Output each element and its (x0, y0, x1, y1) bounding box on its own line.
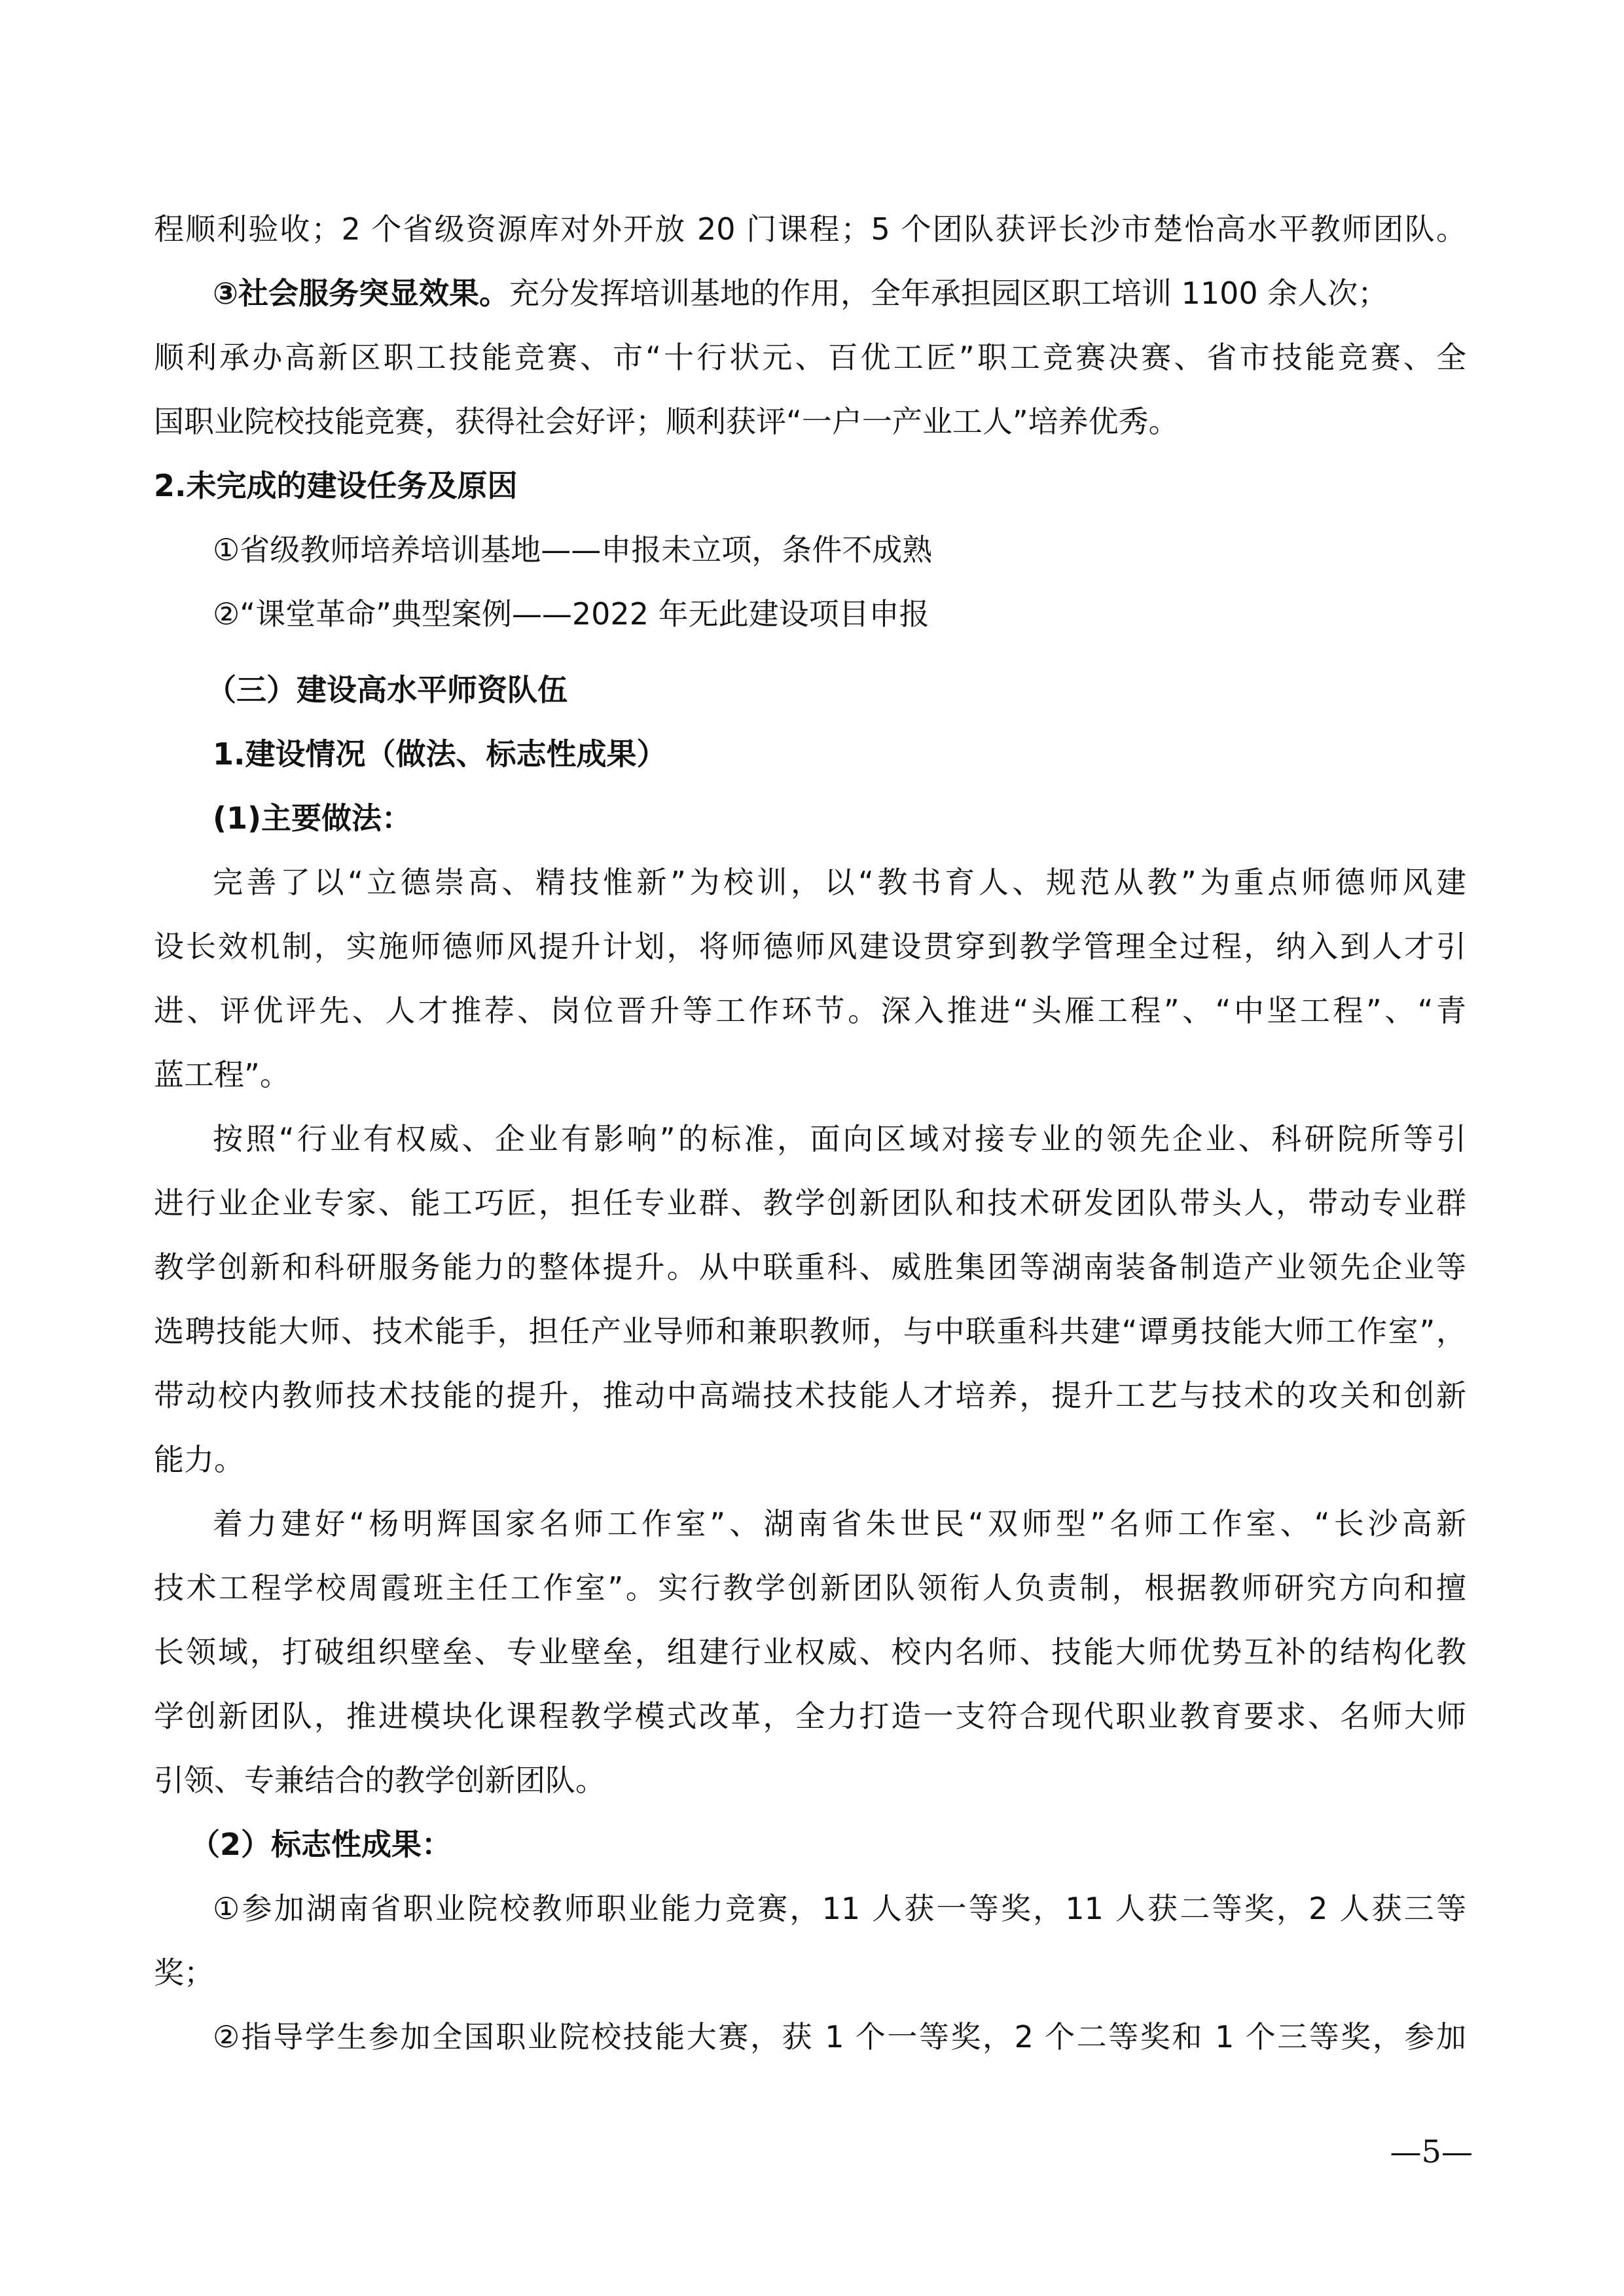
text-run: 能力。 (154, 1442, 244, 1477)
text-run: 技术工程学校周霞班主任工作室”。实行教学创新团队领衔人负责制，根据教师研究方向和擅 (154, 1570, 1466, 1605)
text-line (213, 1119, 1466, 1158)
text-run: 程顺利验收；2 个省级资源库对外开放 20 门课程；5 个团队获评长沙市楚怡高水平教师团队。 (154, 211, 1466, 247)
text-run: ③社会服务突显效果。 (213, 276, 509, 311)
text-run: 2.未完成的建设任务及原因 (154, 468, 518, 503)
text-line (154, 1761, 1466, 1800)
text-run: 教学创新和科研服务能力的整体提升。从中联重科、威胜集团等湖南装备制造产业领先企业等 (154, 1249, 1466, 1285)
text-line (154, 1055, 1466, 1094)
text-run: （三）建设高水平师资队伍 (206, 672, 568, 708)
section-heading (154, 466, 1466, 505)
text-run: 选聘技能大师、技术能手，担任产业导师和兼职教师，与中联重科共建“谭勇技能大师工作室”， (154, 1314, 1466, 1349)
text-line (154, 1312, 1466, 1351)
text-line (154, 1568, 1466, 1607)
text-line (213, 1504, 1466, 1543)
text-line (213, 594, 1466, 634)
text-run: 国职业院校技能竞赛，获得社会好评；顺利获评“一户一产业工人”培养优秀。 (154, 404, 1179, 439)
section-heading (206, 670, 1519, 709)
text-run: 蓝工程”。 (154, 1057, 290, 1092)
text-run: 引领、专兼结合的教学创新团队。 (154, 1763, 605, 1798)
page-number: —5— (1390, 2134, 1473, 2170)
text-line (213, 1889, 1466, 1928)
text-run: 着力建好“杨明辉国家名师工作室”、湖南省朱世民“双师型”名师工作室、“长沙高新 (213, 1506, 1466, 1541)
text-line (213, 274, 1466, 313)
text-run: ①省级教师培养培训基地——申报未立项，条件不成熟 (213, 532, 933, 567)
text-run: 进行业企业专家、能工巧匠，担任专业群、教学创新团队和技术研发团队带头人，带动专业群 (154, 1185, 1466, 1221)
text-run: ①参加湖南省职业院校教师职业能力竞赛，11 人获一等奖，11 人获二等奖，2 人获三等 (213, 1891, 1466, 1926)
text-line (154, 1953, 1466, 1992)
text-run: 充分发挥培训基地的作用，全年承担园区职工培训 1100 余人次； (509, 276, 1388, 311)
text-line (154, 338, 1466, 377)
text-run: ②指导学生参加全国职业院校技能大赛，获 1 个一等奖，2 个二等奖和 1 个三等奖，参加 (213, 2019, 1466, 2054)
text-line (154, 1376, 1466, 1415)
text-run: ②“课堂革命”典型案例——2022 年无此建设项目申报 (213, 596, 929, 632)
text-line (213, 2017, 1466, 2056)
text-line (154, 927, 1466, 966)
text-run: 完善了以“立德崇高、精技惟新”为校训，以“教书育人、规范从教”为重点师德师风建 (213, 865, 1466, 900)
text-run: 设长效机制，实施师德师风提升计划，将师德师风建设贯穿到教学管理全过程，纳入到人才引 (154, 929, 1466, 964)
text-line (154, 1183, 1466, 1223)
text-line (154, 402, 1466, 441)
text-line (154, 1632, 1466, 1672)
text-line (154, 1696, 1466, 1736)
text-run: （2）标志性成果： (190, 1827, 452, 1862)
text-run: 奖； (154, 1955, 214, 1990)
text-run: 带动校内教师技术技能的提升，推动中高端技术技能人才培养，提升工艺与技术的攻关和创新 (154, 1378, 1466, 1413)
text-run: 长领域，打破组织壁垒、专业壁垒，组建行业权威、校内名师、技能大师优势互补的结构化教 (154, 1634, 1466, 1670)
text-run: 学创新团队，推进模块化课程教学模式改革，全力打造一支符合现代职业教育要求、名师大师 (154, 1698, 1466, 1734)
text-line (154, 1247, 1466, 1287)
subsection-heading (213, 734, 1466, 774)
subsection-heading (190, 1825, 1502, 1864)
text-line (213, 530, 1466, 569)
subsection-heading (213, 798, 1466, 838)
text-line (154, 209, 1466, 249)
text-run: 顺利承办高新区职工技能竞赛、市“十行状元、百优工匠”职工竞赛决赛、省市技能竞赛、全 (154, 340, 1466, 375)
text-run: 1.建设情况（做法、标志性成果） (213, 736, 667, 772)
text-run: 按照“行业有权威、企业有影响”的标准，面向区域对接专业的领先企业、科研院所等引 (213, 1121, 1466, 1157)
text-line (213, 863, 1466, 902)
text-line (154, 1440, 1466, 1479)
text-run: 进、评优评先、人才推荐、岗位晋升等工作环节。深入推进“头雁工程”、“中坚工程”、“青 (154, 993, 1466, 1028)
text-run: (1)主要做法： (213, 800, 412, 836)
text-line (154, 991, 1466, 1030)
